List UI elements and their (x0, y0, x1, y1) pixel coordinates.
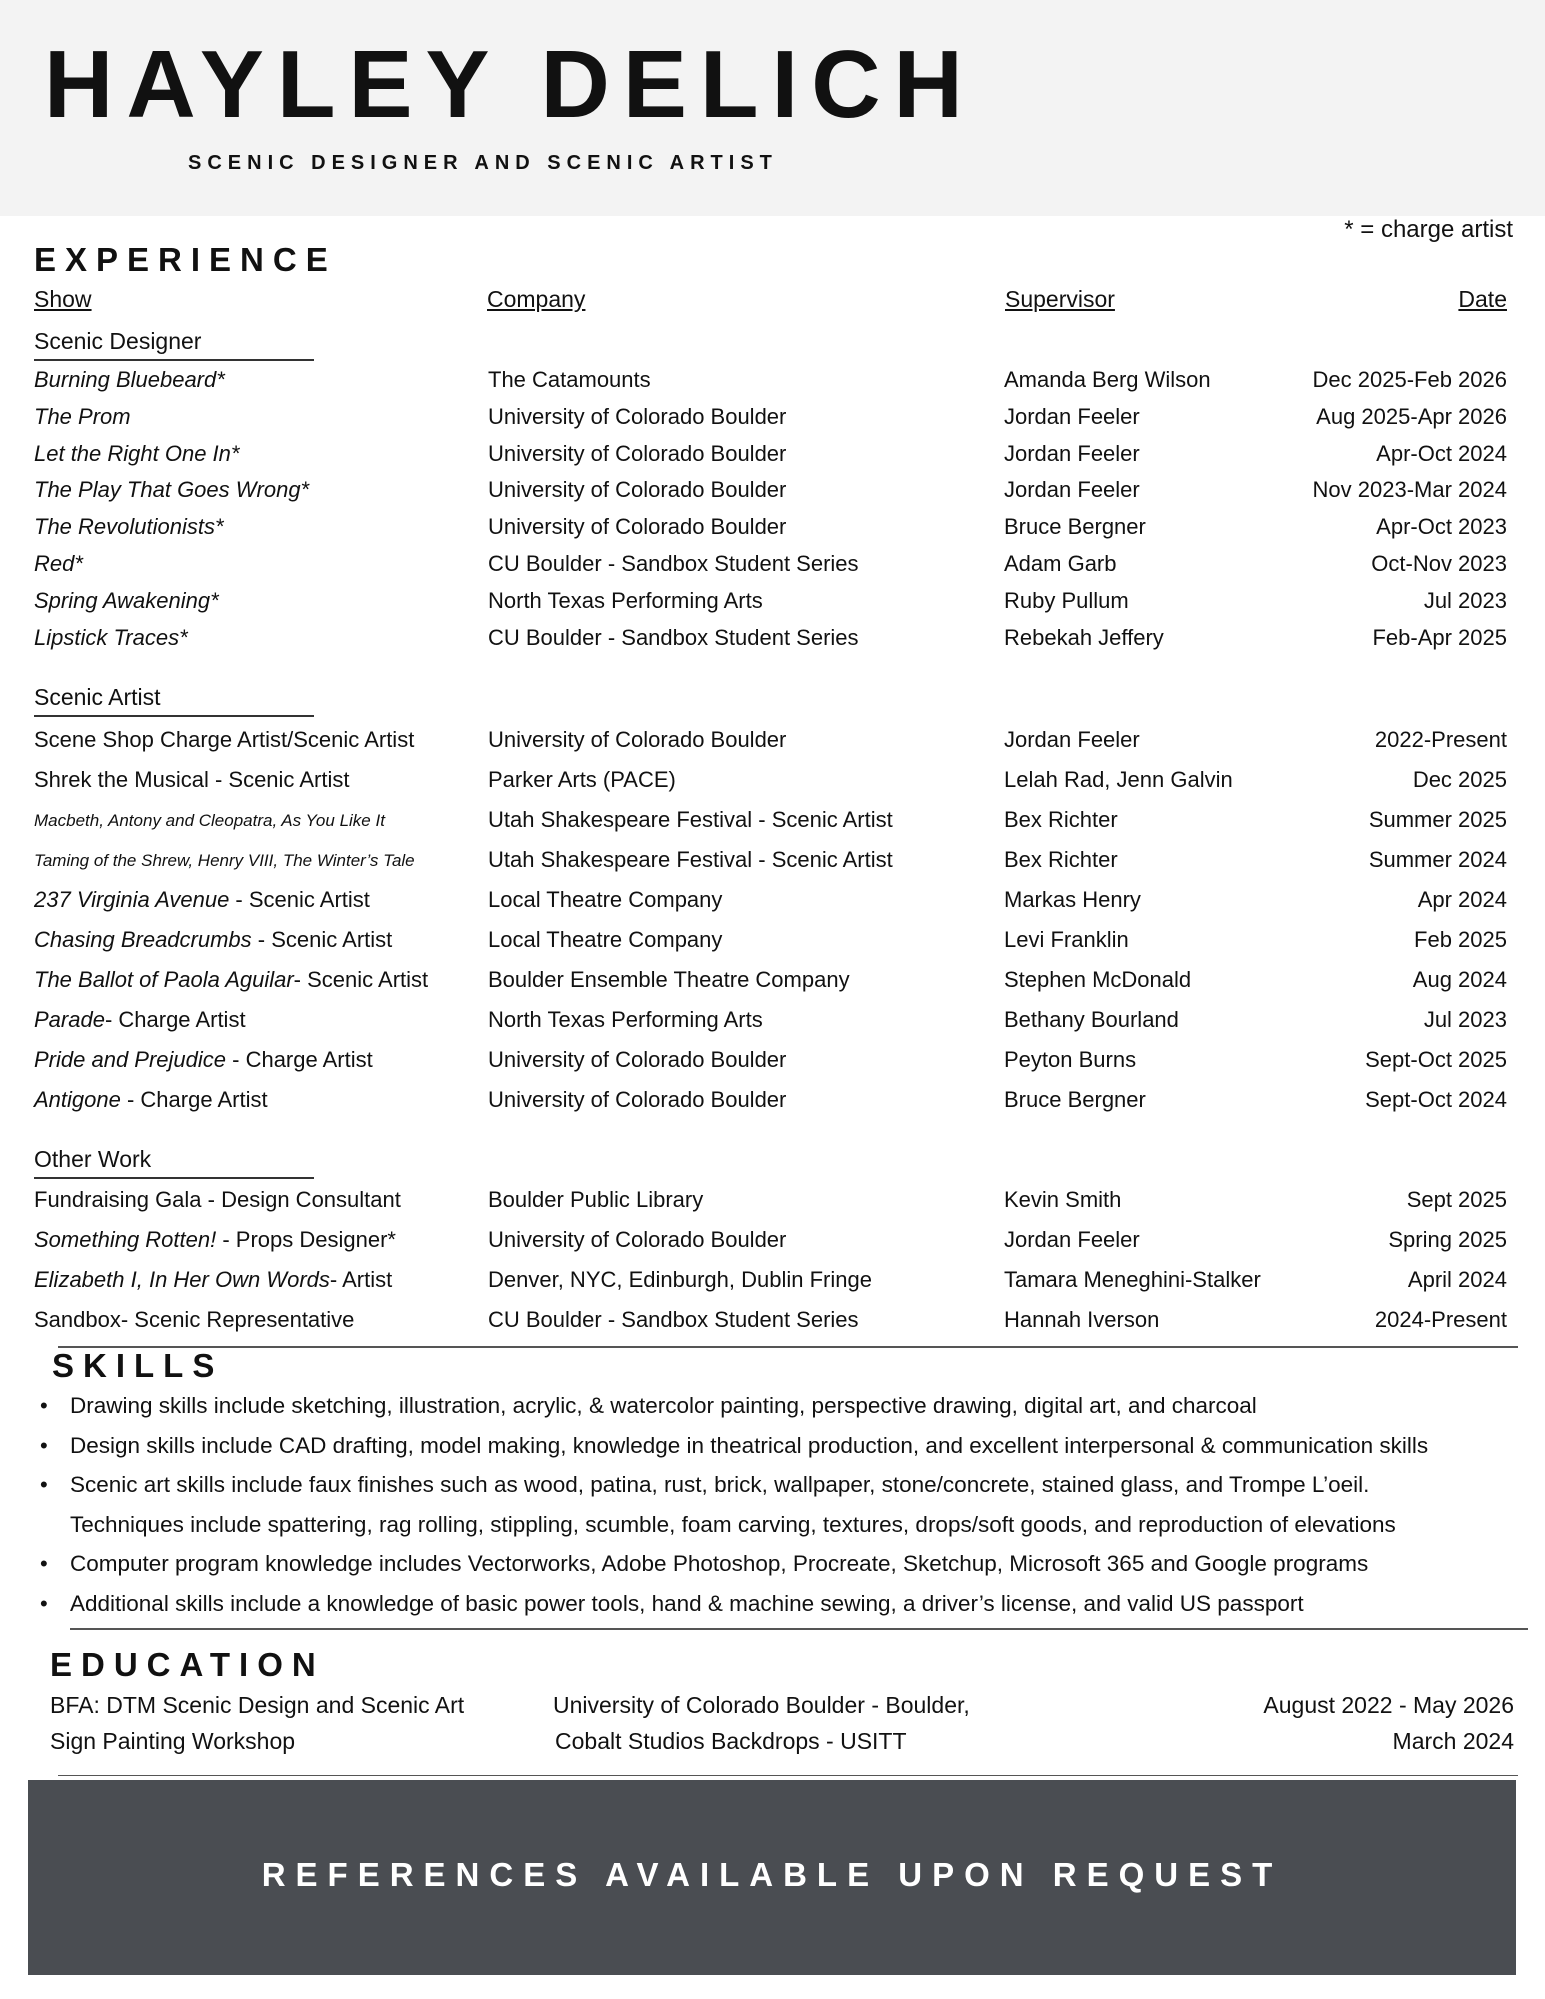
cell-date: Jul 2023 (1423, 1007, 1507, 1032)
cell-date: Feb-Apr 2025 (1372, 624, 1507, 650)
skill-item: • Computer program knowledge includes Vectorworks, Adobe Photoshop, Procreate, Sketchup, Microsoft 365 and Google programs (40, 1544, 1520, 1584)
table-row (0, 477, 1545, 513)
show-role: - Charge Artist (120, 1087, 268, 1112)
show-title: Parade (34, 1007, 105, 1032)
cell-company: University of Colorado Boulder (488, 514, 787, 540)
table-row (0, 1227, 1545, 1263)
show-title: Elizabeth I, In Her Own Words (34, 1267, 330, 1292)
cell-date: Dec 2025-Feb 2026 (1312, 367, 1507, 392)
cell-supervisor: Rebekah Jeffery (1004, 624, 1164, 650)
cell-show (34, 767, 349, 793)
cell-date: Dec 2025 (1412, 767, 1507, 792)
cell-date: Sept-Oct 2024 (1365, 1087, 1507, 1112)
footer-text: REFERENCES AVAILABLE UPON REQUEST (261, 1856, 1283, 1893)
charge-artist-note: * = charge artist (1344, 216, 1513, 243)
skill-item: • Design skills include CAD drafting, model making, knowledge in theatrical production, and excellent interpersonal & communication skills (40, 1426, 1520, 1466)
table-row (0, 807, 1545, 843)
education-school: University of Colorado Boulder - Boulder, (553, 1692, 970, 1718)
show-role: Fundraising Gala - Design Consultant (34, 1187, 401, 1212)
education-row (0, 1692, 1545, 1728)
divider (70, 1628, 1528, 1630)
table-row (0, 847, 1545, 883)
cell-show (34, 927, 392, 953)
cell-supervisor: Jordan Feeler (1004, 440, 1140, 466)
cell-supervisor: Peyton Burns (1004, 1047, 1137, 1072)
show-title: Taming of the Shrew, Henry VIII, The Winter’s Tale (34, 851, 415, 870)
show-title: Red* (34, 551, 83, 576)
show-title: Burning Bluebeard* (34, 367, 225, 392)
subtitle: SCENIC DESIGNER AND SCENIC ARTIST (188, 152, 778, 174)
cell-date: Apr 2024 (1417, 887, 1507, 912)
cell-supervisor: Kevin Smith (1004, 1187, 1122, 1212)
cell-show (34, 441, 239, 467)
cell-company: Boulder Public Library (488, 1187, 704, 1212)
education-heading: EDUCATION (50, 1646, 325, 1683)
show-role: - Scenic Artist (251, 927, 393, 952)
table-row (0, 1007, 1545, 1043)
cell-company: University of Colorado Boulder (488, 1087, 787, 1112)
table-row (0, 551, 1545, 587)
show-title: Spring Awakening* (34, 587, 219, 613)
cell-date: Nov 2023-Mar 2024 (1312, 477, 1507, 503)
cell-show (34, 811, 385, 831)
table-row (0, 625, 1545, 661)
education-degree: Sign Painting Workshop (50, 1728, 296, 1754)
cell-company: The Catamounts (488, 367, 651, 392)
divider (58, 1775, 1518, 1776)
show-role: Scene Shop Charge Artist/Scenic Artist (34, 727, 415, 752)
skill-item: • Drawing skills include sketching, illustration, acrylic, & watercolor painting, perspective drawing, digital art, and charcoal (40, 1386, 1520, 1426)
cell-company: Local Theatre Company (488, 887, 723, 912)
cell-company: University of Colorado Boulder (488, 440, 787, 466)
cell-company: University of Colorado Boulder (488, 1047, 787, 1072)
show-title: Lipstick Traces* (34, 624, 188, 650)
subsection-other-work: Other Work (34, 1146, 314, 1179)
table-row (0, 1187, 1545, 1223)
skill-item: • Additional skills include a knowledge of basic power tools, hand & machine sewing, a driver’s license, and valid US passport (40, 1584, 1520, 1624)
cell-supervisor: Markas Henry (1004, 887, 1141, 912)
cell-show (34, 1187, 401, 1213)
cell-company: University of Colorado Boulder (488, 1227, 787, 1252)
cell-show (34, 1087, 268, 1113)
cell-supervisor: Jordan Feeler (1004, 1227, 1140, 1252)
cell-date: Aug 2025-Apr 2026 (1316, 403, 1507, 429)
show-role: - Props Designer* (216, 1227, 396, 1252)
cell-supervisor: Lelah Rad, Jenn Galvin (1004, 767, 1233, 792)
show-title: The Prom (34, 403, 131, 429)
cell-date: Summer 2025 (1368, 807, 1507, 832)
cell-company: University of Colorado Boulder (488, 477, 787, 503)
cell-supervisor: Jordan Feeler (1004, 727, 1140, 752)
cell-company: North Texas Performing Arts (488, 587, 763, 613)
cell-show (34, 625, 188, 651)
cell-supervisor: Ruby Pullum (1004, 587, 1129, 613)
cell-show (34, 727, 414, 753)
cell-supervisor: Bethany Bourland (1004, 1007, 1179, 1032)
show-role: Shrek the Musical - Scenic Artist (34, 767, 350, 792)
show-role: - Charge Artist (226, 1047, 373, 1072)
cell-show (34, 477, 309, 503)
cell-company: CU Boulder - Sandbox Student Series (488, 624, 859, 650)
cell-company: University of Colorado Boulder (488, 727, 787, 752)
show-title: Something Rotten! (34, 1227, 217, 1252)
cell-date: Apr-Oct 2024 (1376, 440, 1507, 466)
cell-supervisor: Amanda Berg Wilson (1004, 367, 1211, 392)
table-row (0, 767, 1545, 803)
cell-show (34, 887, 370, 913)
cell-supervisor: Bex Richter (1004, 807, 1118, 832)
education-school: Cobalt Studios Backdrops - USITT (555, 1728, 907, 1754)
cell-show (34, 1047, 373, 1073)
cell-show (34, 851, 415, 871)
skills-heading: SKILLS (52, 1347, 224, 1384)
show-role: - Artist (329, 1267, 393, 1292)
cell-show (34, 514, 224, 540)
cell-supervisor: Jordan Feeler (1004, 477, 1140, 503)
cell-company: North Texas Performing Arts (488, 1007, 763, 1032)
show-title: The Revolutionists* (34, 514, 224, 540)
show-title: Antigone (34, 1087, 121, 1112)
cell-show (34, 588, 219, 614)
table-row (0, 727, 1545, 763)
cell-supervisor: Stephen McDonald (1004, 967, 1192, 992)
cell-show (34, 1007, 246, 1033)
cell-company: Utah Shakespeare Festival - Scenic Artist (488, 847, 893, 872)
table-row (0, 588, 1545, 624)
cell-date: Spring 2025 (1388, 1227, 1507, 1252)
header-band (0, 0, 1545, 216)
table-row (0, 1047, 1545, 1083)
subsection-scenic-designer: Scenic Designer (34, 328, 314, 361)
show-role: - Scenic Artist (229, 887, 370, 912)
cell-date: Sept 2025 (1406, 1187, 1507, 1212)
table-row (0, 887, 1545, 923)
cell-date: Sept-Oct 2025 (1365, 1047, 1507, 1072)
cell-supervisor: Bruce Bergner (1004, 514, 1146, 540)
cell-supervisor: Bex Richter (1004, 847, 1118, 872)
column-date: Date (1458, 286, 1507, 312)
show-title: Pride and Prejudice (34, 1047, 227, 1072)
cell-company: Utah Shakespeare Festival - Scenic Artist (488, 807, 893, 832)
cell-date: Summer 2024 (1368, 847, 1507, 872)
column-show: Show (34, 286, 92, 312)
cell-supervisor: Bruce Bergner (1004, 1087, 1146, 1112)
show-role: - Charge Artist (104, 1007, 246, 1032)
skill-item: • Scenic art skills include faux finishes such as wood, patina, rust, brick, wallpaper, stone/concrete, stained glass, and Trompe L’oeil. (40, 1465, 1520, 1505)
table-row (0, 514, 1545, 550)
page-title: HAYLEY DELICH (44, 31, 976, 138)
column-company: Company (487, 286, 586, 312)
show-title: Macbeth, Antony and Cleopatra, As You Like It (34, 811, 385, 830)
table-row (0, 404, 1545, 440)
show-role: - Scenic Artist (293, 967, 429, 992)
table-row (0, 1087, 1545, 1123)
column-supervisor: Supervisor (1005, 286, 1115, 312)
subsection-scenic-artist: Scenic Artist (34, 684, 314, 717)
table-row (0, 967, 1545, 1003)
cell-show (34, 967, 428, 993)
cell-show (34, 551, 83, 577)
education-row (0, 1728, 1545, 1764)
cell-date: Jul 2023 (1423, 587, 1507, 613)
cell-date: April 2024 (1407, 1267, 1507, 1292)
show-title: Let the Right One In* (34, 440, 240, 466)
education-date: March 2024 (1392, 1728, 1514, 1754)
cell-show (34, 404, 131, 430)
table-row (0, 1307, 1545, 1343)
cell-company: Local Theatre Company (488, 927, 723, 952)
show-title: Chasing Breadcrumbs (34, 927, 252, 952)
divider (58, 1346, 1518, 1348)
education-date: August 2022 - May 2026 (1263, 1692, 1514, 1718)
table-row (0, 1267, 1545, 1303)
cell-supervisor: Hannah Iverson (1004, 1307, 1160, 1332)
cell-date: Apr-Oct 2023 (1376, 514, 1507, 540)
education-degree: BFA: DTM Scenic Design and Scenic Art (50, 1692, 465, 1718)
footer-band (28, 1780, 1516, 1975)
skills-list (40, 1386, 1520, 1623)
table-row (0, 441, 1545, 477)
cell-company: Denver, NYC, Edinburgh, Dublin Fringe (488, 1267, 872, 1292)
experience-heading: EXPERIENCE (34, 241, 337, 278)
cell-company: University of Colorado Boulder (488, 403, 787, 429)
cell-date: 2022-Present (1374, 727, 1507, 752)
cell-show (34, 1307, 354, 1333)
cell-company: CU Boulder - Sandbox Student Series (488, 551, 859, 576)
cell-supervisor: Jordan Feeler (1004, 403, 1140, 429)
cell-supervisor: Adam Garb (1004, 551, 1117, 576)
cell-date: Oct-Nov 2023 (1371, 551, 1507, 576)
table-row (0, 367, 1545, 403)
cell-show (34, 1227, 396, 1253)
skill-item-continuation: Techniques include spattering, rag rolling, stippling, scumble, foam carving, textures, drops/soft goods, and reproduction of elevations (70, 1511, 1396, 1537)
cell-show (34, 367, 225, 393)
cell-company: Boulder Ensemble Theatre Company (488, 967, 850, 992)
cell-date: 2024-Present (1374, 1307, 1507, 1332)
table-row (0, 927, 1545, 963)
cell-supervisor: Tamara Meneghini-Stalker (1004, 1267, 1261, 1292)
cell-date: Aug 2024 (1412, 967, 1507, 992)
cell-company: Parker Arts (PACE) (488, 767, 676, 792)
cell-company: CU Boulder - Sandbox Student Series (488, 1307, 859, 1332)
show-role: Sandbox- Scenic Representative (34, 1307, 355, 1332)
cell-supervisor: Levi Franklin (1004, 927, 1129, 952)
cell-date: Feb 2025 (1414, 927, 1507, 952)
show-title: The Ballot of Paola Aguilar (34, 967, 294, 992)
cell-show (34, 1267, 392, 1293)
show-title: The Play That Goes Wrong* (34, 477, 310, 503)
show-title: 237 Virginia Avenue (34, 887, 230, 912)
